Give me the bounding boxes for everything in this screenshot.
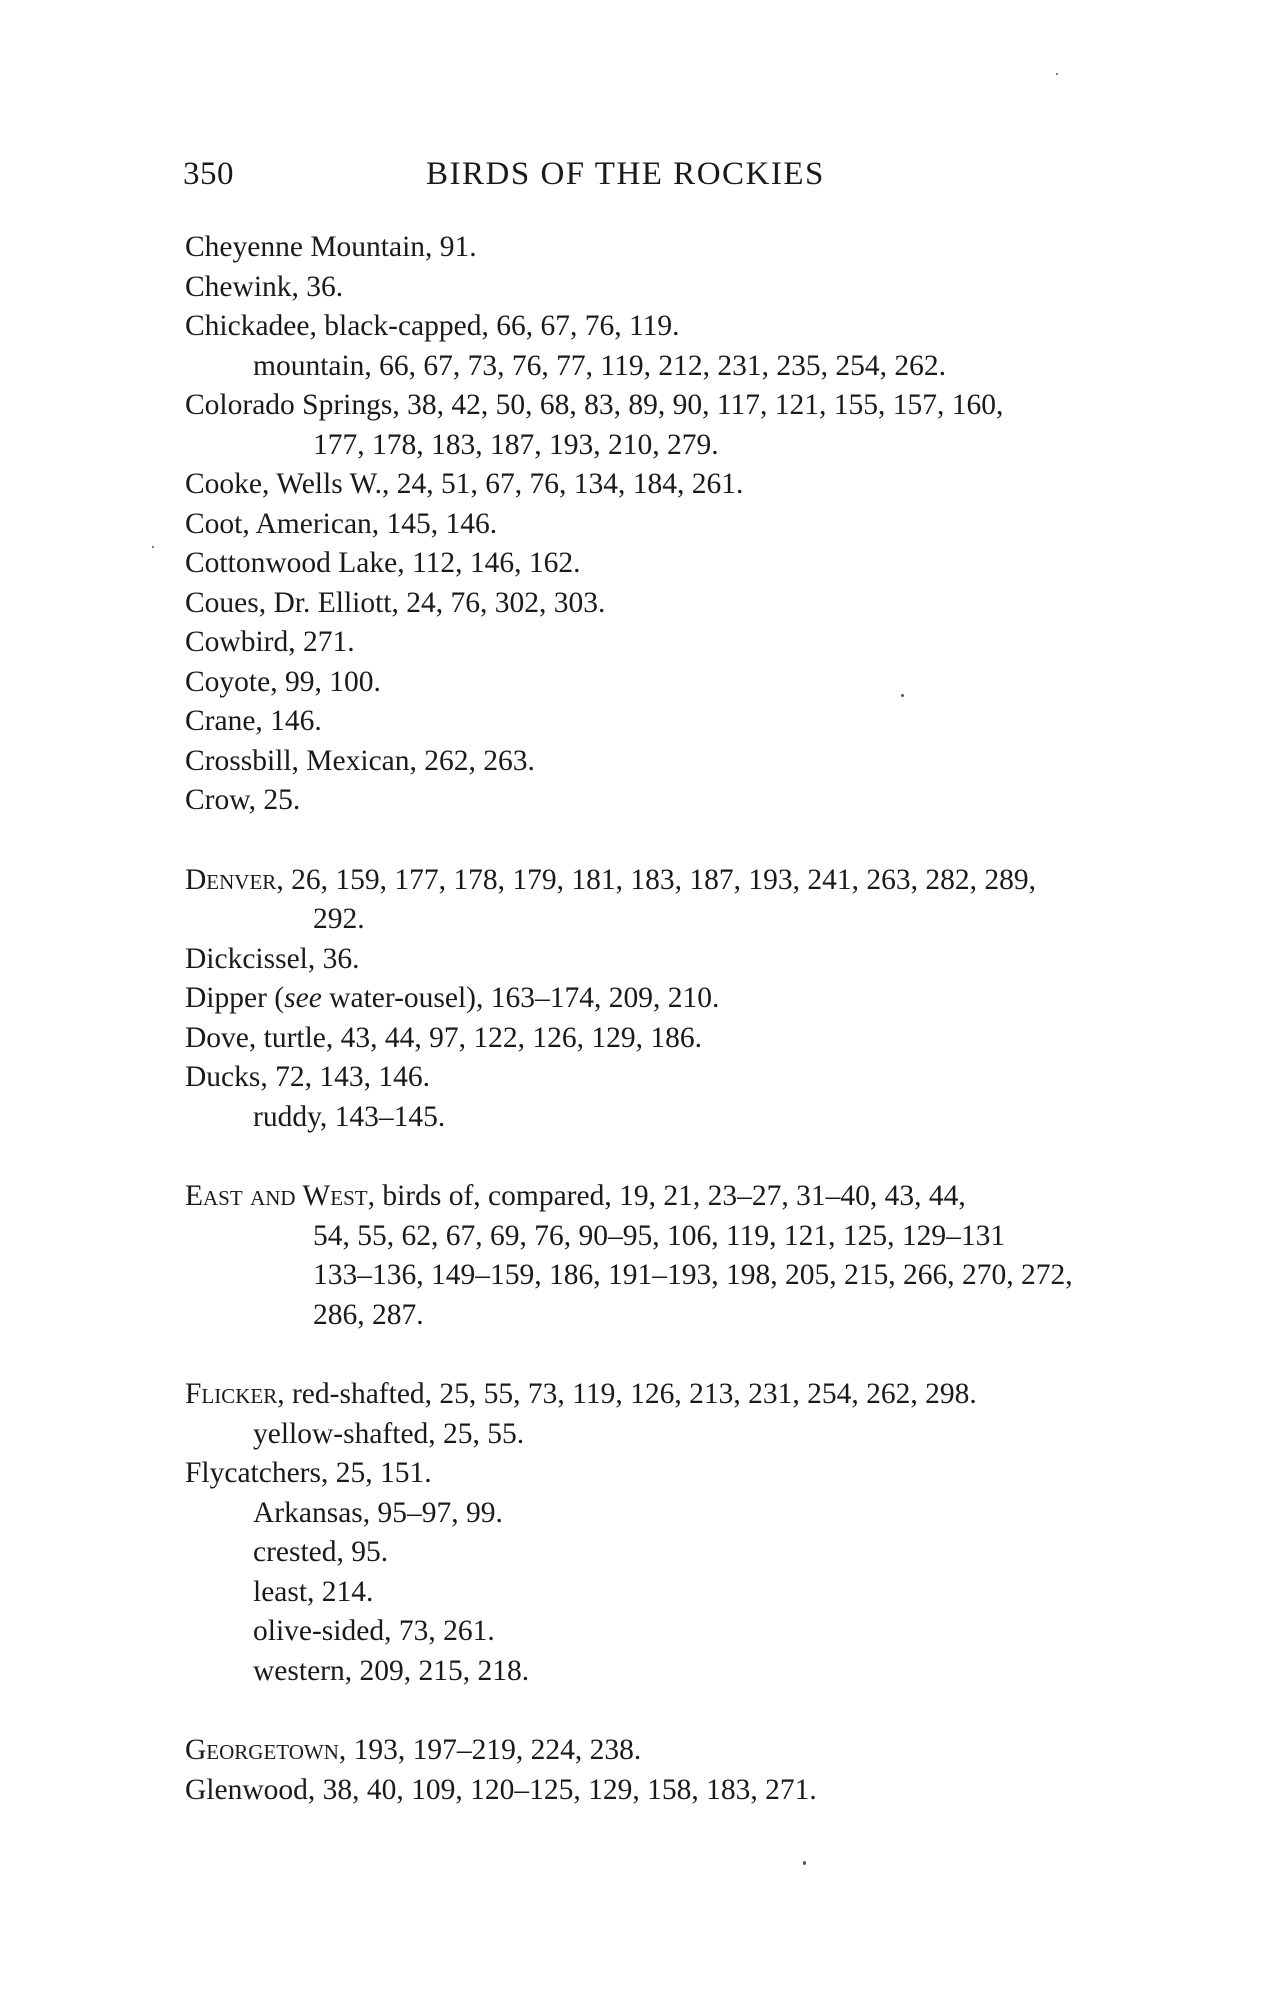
running-head bbox=[183, 156, 1083, 204]
index-continuation: 286, 287. bbox=[313, 1298, 424, 1331]
letter-head: East and West bbox=[185, 1180, 368, 1212]
index-entry: Chewink, 36. bbox=[185, 270, 344, 303]
index-entry: Crossbill, Mexican, 262, 263. bbox=[185, 744, 535, 777]
index-continuation: 177, 178, 183, 187, 193, 210, 279. bbox=[313, 428, 719, 461]
scan-speck bbox=[803, 1861, 806, 1865]
index-subentry: crested, 95. bbox=[253, 1536, 389, 1568]
index-subentry: olive-sided, 73, 261. bbox=[253, 1615, 495, 1647]
index-entry: Denver, 26, 159, 177, 178, 179, 181, 183, 187, 193, 241, 263, 282, 289, bbox=[185, 863, 1036, 896]
index-entry: East and West, birds of, compared, 19, 21, 23–27, 31–40, 43, 44, bbox=[185, 1180, 966, 1212]
letter-head: Flicker bbox=[185, 1378, 278, 1410]
index-entry: Cheyenne Mountain, 91. bbox=[185, 231, 477, 263]
index-entry: Coot, American, 145, 146. bbox=[185, 507, 498, 540]
scan-speck bbox=[901, 694, 904, 697]
index-entry: Chickadee, black-capped, 66, 67, 76, 119. bbox=[185, 310, 680, 342]
scan-speck bbox=[1056, 73, 1058, 75]
letter-head: Denver bbox=[185, 863, 277, 896]
index-entry: Dove, turtle, 43, 44, 97, 122, 126, 129, 186. bbox=[185, 1021, 703, 1054]
index-entry: Glenwood, 38, 40, 109, 120–125, 129, 158, 183, 271. bbox=[185, 1773, 817, 1806]
index-list bbox=[185, 228, 1195, 1810]
index-entry: Coyote, 99, 100. bbox=[185, 665, 381, 698]
index-subentry: yellow-shafted, 25, 55. bbox=[253, 1417, 525, 1450]
index-subentry: least, 214. bbox=[253, 1575, 374, 1608]
index-continuation: 133–136, 149–159, 186, 191–193, 198, 205, 215, 266, 270, 272, bbox=[313, 1259, 1073, 1291]
index-entry: Flycatchers, 25, 151. bbox=[185, 1457, 432, 1489]
index-continuation: 292. bbox=[313, 903, 365, 935]
letter-head: Georgetown bbox=[185, 1734, 339, 1766]
index-entry: Georgetown, 193, 197–219, 224, 238. bbox=[185, 1734, 642, 1766]
page-number: 350 bbox=[183, 156, 234, 192]
index-entry: Coues, Dr. Elliott, 24, 76, 302, 303. bbox=[185, 586, 606, 619]
index-entry: Crow, 25. bbox=[185, 784, 301, 816]
index-entry: Crane, 146. bbox=[185, 705, 322, 737]
index-subentry: western, 209, 215, 218. bbox=[253, 1654, 530, 1687]
index-entry: Cooke, Wells W., 24, 51, 67, 76, 134, 184, 261. bbox=[185, 468, 744, 500]
index-entry: Flicker, red-shafted, 25, 55, 73, 119, 126, 213, 231, 254, 262, 298. bbox=[185, 1378, 977, 1410]
running-title: BIRDS OF THE ROCKIES bbox=[426, 156, 825, 192]
index-entry: Dipper (see water-ousel), 163–174, 209, 210. bbox=[185, 982, 720, 1014]
index-entry: Cottonwood Lake, 112, 146, 162. bbox=[185, 547, 581, 579]
index-subentry: ruddy, 143–145. bbox=[253, 1100, 446, 1133]
index-entry: Dickcissel, 36. bbox=[185, 942, 360, 975]
index-entry: Cowbird, 271. bbox=[185, 626, 355, 658]
index-entry: Ducks, 72, 143, 146. bbox=[185, 1061, 431, 1093]
scan-speck bbox=[152, 546, 154, 548]
index-subentry: Arkansas, 95–97, 99. bbox=[253, 1496, 503, 1529]
index-continuation: 54, 55, 62, 67, 69, 76, 90–95, 106, 119, 121, 125, 129–131 bbox=[313, 1219, 1006, 1252]
index-subentry: mountain, 66, 67, 73, 76, 77, 119, 212, 231, 235, 254, 262. bbox=[253, 349, 946, 382]
index-entry: Colorado Springs, 38, 42, 50, 68, 83, 89, 90, 117, 121, 155, 157, 160, bbox=[185, 389, 1004, 421]
